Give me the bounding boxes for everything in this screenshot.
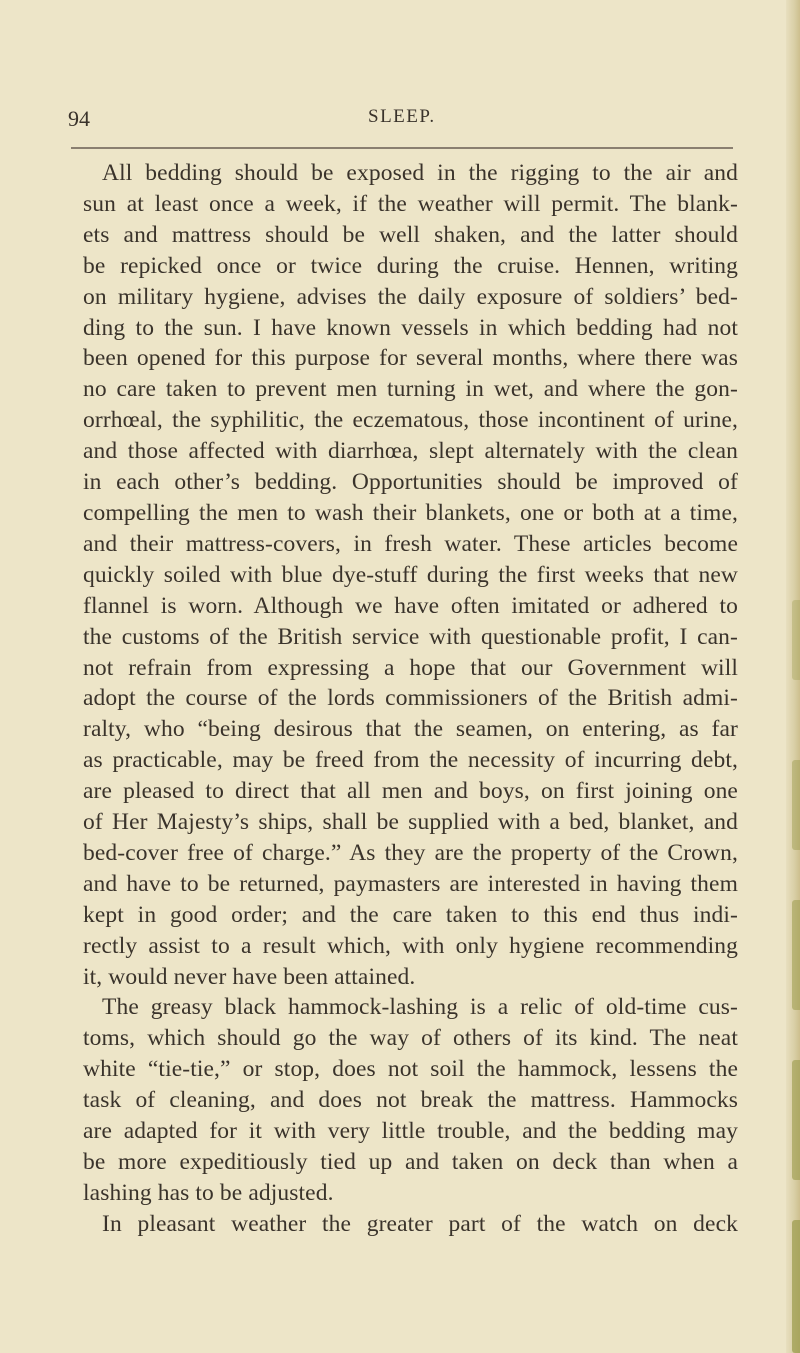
text-line: and those affected with diarrhœa, slept alternately with the clean [83,438,738,465]
text-line: are adapted for it with very little trouble, and the bedding may [83,1118,738,1145]
text-line: kept in good order; and the care taken to this end thus indi- [83,901,738,928]
text-line: quickly soiled with blue dye-stuff during the first weeks that new [83,561,738,588]
text-line: rectly assist to a result which, with only hygiene recommending [83,932,738,959]
section-title: SLEEP. [368,106,436,127]
text-line: on military hygiene, advises the daily exposure of soldiers’ bed- [83,283,738,310]
edge-stain [792,760,800,850]
edge-stain [792,900,800,1010]
edge-stain [792,1060,800,1180]
text-line: of Her Majesty’s ships, shall be supplied with a bed, blanket, and [83,809,738,836]
text-line: flannel is worn. Although we have often imitated or adhered to [83,592,738,619]
text-line: bed-cover free of charge.” As they are the property of the Crown, [83,839,738,866]
text-line: the customs of the British service with questionable profit, I can- [83,623,738,650]
text-line: compelling the men to wash their blankets, one or both at a time, [83,499,738,526]
text-line: ets and mattress should be well shaken, and the latter should [83,221,738,248]
text-line: are pleased to direct that all men and boys, on first joining one [83,778,738,805]
text-line: no care taken to prevent men turning in wet, and where the gon- [83,376,738,403]
running-head [68,106,748,138]
text-line: be more expeditiously tied up and taken on deck than when a [83,1149,738,1175]
text-line: orrhœal, the syphilitic, the eczematous, those incontinent of urine, [83,407,738,434]
text-line: white “tie-tie,” or stop, does not soil the hammock, lessens the [83,1056,738,1083]
text-line: and have to be returned, paymasters are interested in having them [83,870,738,897]
text-line: task of cleaning, and does not break the mattress. Hammocks [83,1087,738,1114]
text-line: as practicable, may be freed from the necessity of incurring debt, [83,747,738,774]
text-line: In pleasant weather the greater part of the watch on deck [102,1210,738,1237]
text-line: adopt the course of the lords commissioners of the British admi- [83,685,738,712]
header-rule [71,147,733,149]
text-line: All bedding should be exposed in the rigging to the air and [102,160,738,186]
text-line: The greasy black hammock-lashing is a relic of old-time cus- [102,994,738,1021]
text-line: toms, which should go the way of others of its kind. The neat [83,1025,738,1052]
paragraph-end-line: it, would never have been attained. [83,963,416,990]
text-line: been opened for this purpose for several months, where there was [83,345,738,372]
edge-stain [792,1220,800,1353]
paragraph-end-line: lashing has to be adjusted. [83,1179,334,1206]
text-line: ralty, who “being desirous that the seamen, on entering, as far [83,716,738,743]
text-line: and their mattress-covers, in fresh water. These articles become [83,530,738,557]
edge-stain [792,600,800,680]
page-number: 94 [68,106,90,131]
text-line: ding to the sun. I have known vessels in which bedding had not [83,314,738,341]
text-line: not refrain from expressing a hope that our Government will [83,654,738,681]
body-text [83,158,738,1240]
text-line: be repicked once or twice during the cruise. Hennen, writing [83,252,738,279]
text-line: sun at least once a week, if the weather will permit. The blank- [83,190,738,217]
text-line: in each other’s bedding. Opportunities should be improved of [83,469,738,496]
page-edge [786,0,800,1353]
